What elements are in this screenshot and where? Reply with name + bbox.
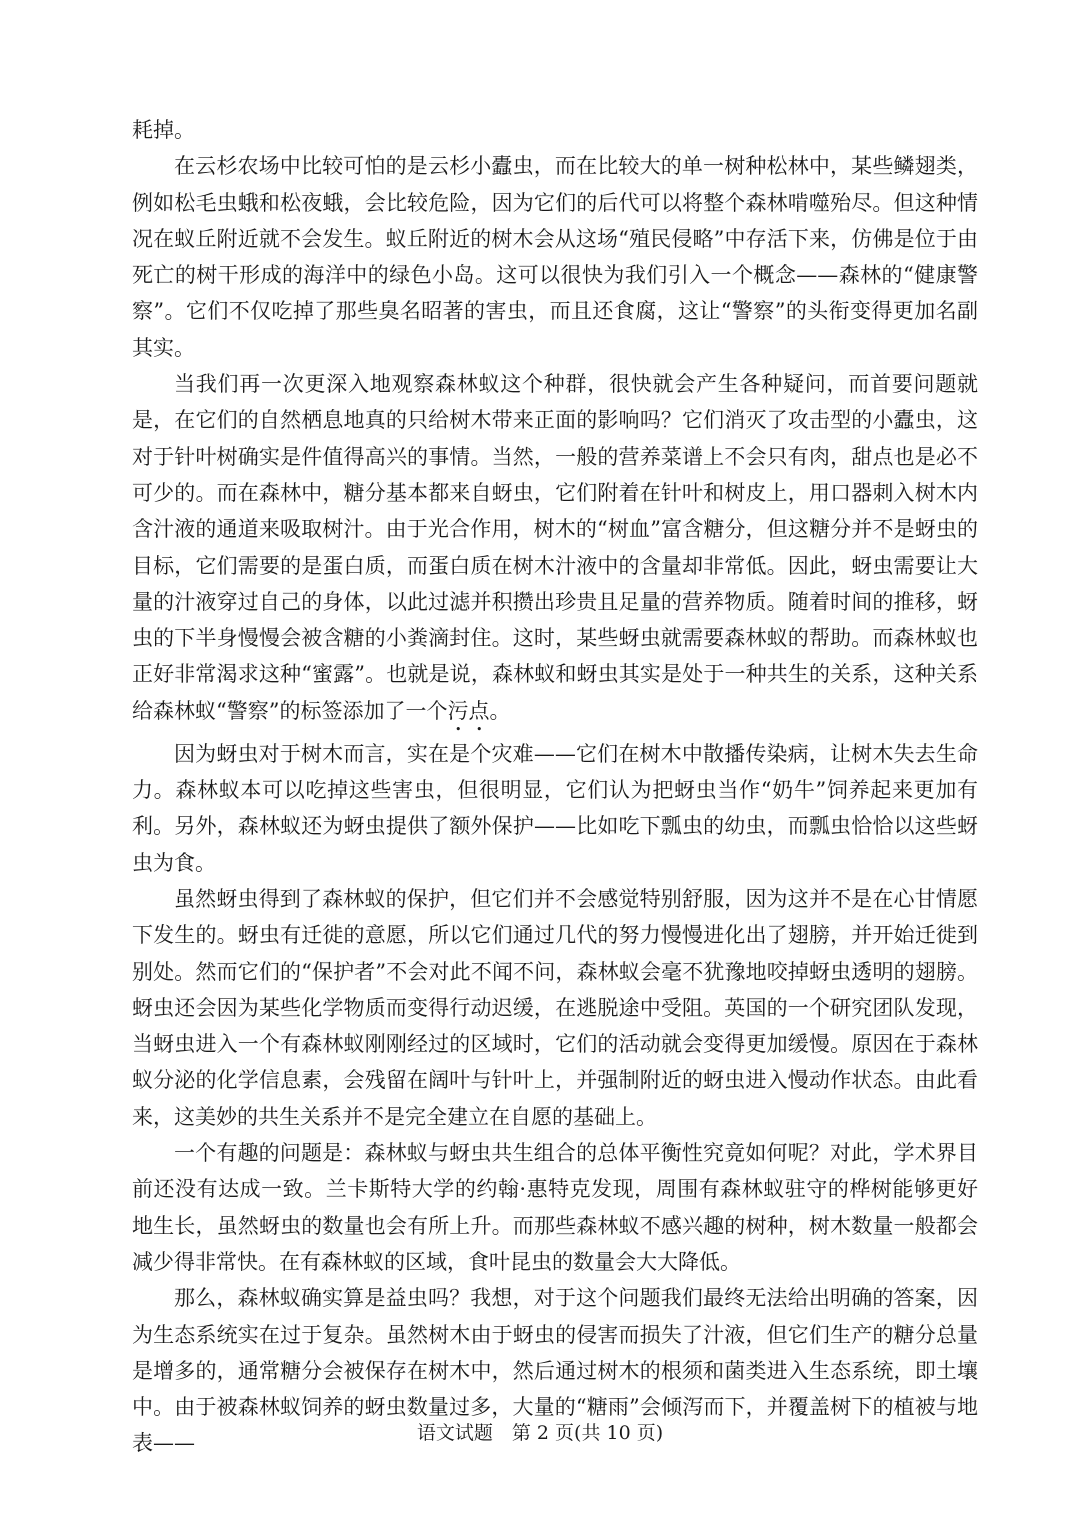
paragraph-aphid-disaster: 因为蚜虫对于树木而言，实在是个灾难——它们在树木中散播传染病，让树木失去生命力。森林蚁本可以吃掉这些害虫，但很明显，它们认为把蚜虫当作“奶牛”饲养起来更加有利。另外，森林蚁还为蚜虫提供了额外保护——比如吃下瓢虫的幼虫，而瓢虫恰恰以这些蚜虫为食。 <box>132 741 978 875</box>
paragraph-beneficial-question: 那么，森林蚁确实算是益虫吗？我想，对于这个问题我们最终无法给出明确的答案，因为生态系统实在过于复杂。虽然树木由于蚜虫的侵害而损失了汁液，但它们生产的糖分总量是增多的，通常糖分会被保存在树木中，然后通过树木的根须和菌类进入生态系统，即土壤中。由于被森林蚁饲养的蚜虫数量过多，大量的“糖雨”会倾泻而下，并覆盖树下的植被与地表—— <box>132 1286 978 1456</box>
paragraph-symbiosis <box>132 366 978 736</box>
paragraph-spruce-pests: 在云杉农场中比较可怕的是云杉小蠹虫，而在比较大的单一树种松林中，某些鳞翅类，例如松毛虫蛾和松夜蛾，会比较危险，因为它们的后代可以将整个森林啃噬殆尽。但这种情况在蚁丘附近就不会发生。蚁丘附近的树木会从这场“殖民侵略”中存活下来，仿佛是位于由死亡的树干形成的海洋中的绿色小岛。这可以很快为我们引入一个概念——森林的“健康警察”。它们不仅吃掉了那些臭名昭著的害虫，而且还食腐，这让“警察”的头衔变得更加名副其实。 <box>132 154 978 360</box>
emphasized-word: 污点 <box>447 698 490 723</box>
paragraph-symbiosis-text: 当我们再一次更深入地观察森林蚁这个种群，很快就会产生各种疑问，而首要问题就是，在它们的自然栖息地真的只给树木带来正面的影响吗？它们消灭了攻击型的小蠹虫，这对于针叶树确实是件值得高兴的事情。当然，一般的营养菜谱上不会只有肉，甜点也是必不可少的。而在森林中，糖分基本都来自蚜虫，它们附着在针叶和树皮上，用口器刺入树木内含汁液的通道来吸取树汁。由于光合作用，树木的“树血”富含糖分，但这糖分并不是蚜虫的目标，它们需要的是蛋白质，而蛋白质在树木汁液中的含量却非常低。因此，蚜虫需要让大量的汁液穿过自己的身体，以此过滤并积攒出珍贵且足量的营养物质。随着时间的推移，蚜虫的下半身慢慢会被含糖的小粪滴封住。这时，某些蚜虫就需要森林蚁的帮助。而森林蚁也正好非常渴求这种“蜜露”。也就是说，森林蚁和蚜虫其实是处于一种共生的关系，这种关系给森林蚁“警察”的标签添加了一个 <box>132 372 978 723</box>
page-footer: 语文试题 第 2 页(共 10 页) <box>416 1422 664 1444</box>
paragraph-balance-question: 一个有趣的问题是：森林蚁与蚜虫共生组合的总体平衡性究竟如何呢？对此，学术界目前还没有达成一致。兰卡斯特大学的约翰·惠特克发现，周围有森林蚁驻守的桦树能够更好地生长，虽然蚜虫的数量也会有所上升。而那些森林蚁不感兴趣的树种，树木数量一般都会减少得非常快。在有森林蚁的区域，食叶昆虫的数量会大大降低。 <box>132 1141 978 1274</box>
article-body <box>132 112 978 1462</box>
paragraph-aphid-protection: 虽然蚜虫得到了森林蚁的保护，但它们并不会感觉特别舒服，因为这并不是在心甘情愿下发生的。蚜虫有迁徙的意愿，所以它们通过几代的努力慢慢进化出了翅膀，并开始迁徙到别处。然而它们的“保护者”不会对此不闻不问，森林蚁会毫不犹豫地咬掉蚜虫透明的翅膀。蚜虫还会因为某些化学物质而变得行动迟缓，在逃脱途中受阻。英国的一个研究团队发现，当蚜虫进入一个有森林蚁刚刚经过的区域时，它们的活动就会变得更加缓慢。原因在于森林蚁分泌的化学信息素，会残留在阔叶与针叶上，并强制附近的蚜虫进入慢动作状态。由此看来，这美妙的共生关系并不是完全建立在自愿的基础上。 <box>132 886 978 1129</box>
opening-line: 耗掉。 <box>132 118 195 142</box>
paragraph-symbiosis-end: 。 <box>489 698 511 723</box>
